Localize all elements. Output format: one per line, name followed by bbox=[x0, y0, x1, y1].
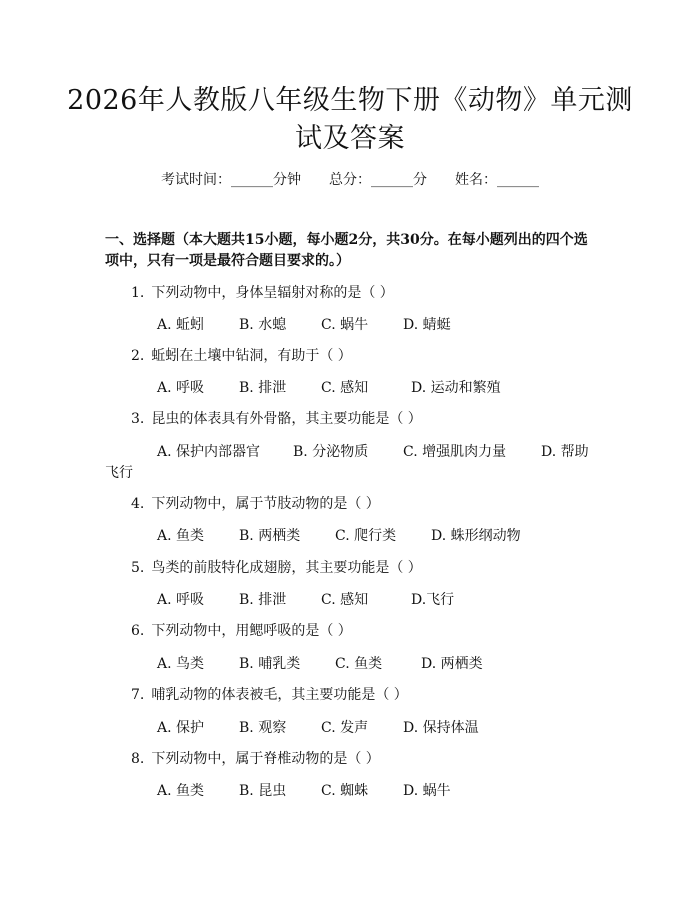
option-c: C. 蜗牛 bbox=[321, 317, 369, 333]
question-number: 3. bbox=[131, 411, 145, 427]
question-6 bbox=[131, 620, 352, 640]
option-b: B. 昆虫 bbox=[239, 783, 287, 799]
option-b: B. 分泌物质 bbox=[293, 444, 369, 460]
option-b: B. 排泄 bbox=[239, 592, 287, 608]
question-text: 下列动物中，身体呈辐射对称的是（ ） bbox=[151, 285, 394, 301]
option-c: C. 感知 bbox=[321, 592, 369, 608]
option-d: D. 蜗牛 bbox=[403, 783, 451, 799]
option-c: C. 增强肌肉力量 bbox=[403, 444, 507, 460]
exam-time-field: 考试时间：______分钟 bbox=[161, 172, 301, 188]
option-a: A. 呼吸 bbox=[157, 592, 205, 608]
option-a: A. 蚯蚓 bbox=[157, 317, 205, 333]
question-text: 昆虫的体表具有外骨骼，其主要功能是（ ） bbox=[151, 411, 422, 427]
option-b: B. 水螅 bbox=[239, 317, 287, 333]
question-text: 鸟类的前肢特化成翅膀，其主要功能是（ ） bbox=[151, 560, 422, 576]
question-number: 8. bbox=[131, 751, 145, 767]
total-score-field: 总分：______分 bbox=[329, 172, 427, 188]
question-text: 下列动物中，属于脊椎动物的是（ ） bbox=[151, 751, 380, 767]
option-a: A. 保护 bbox=[157, 720, 205, 736]
question-text: 哺乳动物的体表被毛，其主要功能是（ ） bbox=[151, 687, 408, 703]
question-number: 1. bbox=[131, 285, 145, 301]
question-2 bbox=[131, 345, 352, 365]
option-d: D. 运动和繁殖 bbox=[411, 380, 501, 396]
option-c: C. 蜘蛛 bbox=[321, 783, 369, 799]
question-7 bbox=[131, 684, 408, 704]
option-a: A. 鱼类 bbox=[157, 783, 205, 799]
option-b: B. 哺乳类 bbox=[239, 656, 301, 672]
question-4 bbox=[131, 493, 380, 513]
exam-title: 2026年人教版八年级生物下册《动物》单元测试及答案 bbox=[67, 85, 633, 154]
option-a: A. 保护内部器官 bbox=[157, 444, 261, 460]
option-d: D. 帮助 bbox=[541, 444, 589, 460]
question-text: 下列动物中，用鳃呼吸的是（ ） bbox=[151, 623, 352, 639]
question-5 bbox=[131, 557, 422, 577]
question-text: 蚯蚓在土壤中钻洞，有助于（ ） bbox=[151, 348, 352, 364]
question-number: 6. bbox=[131, 623, 145, 639]
option-d: D. 蛛形纲动物 bbox=[431, 528, 521, 544]
question-number: 4. bbox=[131, 496, 145, 512]
option-b: B. 排泄 bbox=[239, 380, 287, 396]
option-b: B. 观察 bbox=[239, 720, 287, 736]
option-c: C. 鱼类 bbox=[335, 656, 383, 672]
option-a: A. 鱼类 bbox=[157, 528, 205, 544]
section-heading: 一、选择题（本大题共15小题，每小题2分，共30分。在每小题列出的四个选项中，只有一项是最符合题目要求的。） bbox=[105, 232, 588, 269]
student-name-field: 姓名：______ bbox=[455, 172, 539, 188]
question-3 bbox=[131, 408, 422, 428]
question-text: 下列动物中，属于节肢动物的是（ ） bbox=[151, 496, 380, 512]
option-a: A. 鸟类 bbox=[157, 656, 205, 672]
question-8 bbox=[131, 748, 380, 768]
question-1 bbox=[131, 282, 394, 302]
exam-info-line bbox=[0, 169, 700, 189]
option-c: C. 感知 bbox=[321, 380, 369, 396]
option-d-continuation: 飞行 bbox=[105, 465, 133, 481]
option-a: A. 呼吸 bbox=[157, 380, 205, 396]
option-d: D. 两栖类 bbox=[421, 656, 483, 672]
question-number: 5. bbox=[131, 560, 145, 576]
option-b: B. 两栖类 bbox=[239, 528, 301, 544]
option-d: D. 蜻蜓 bbox=[403, 317, 451, 333]
option-d: D.飞行 bbox=[411, 592, 455, 608]
question-number: 7. bbox=[131, 687, 145, 703]
option-c: C. 发声 bbox=[321, 720, 369, 736]
option-c: C. 爬行类 bbox=[335, 528, 397, 544]
option-d: D. 保持体温 bbox=[403, 720, 479, 736]
question-number: 2. bbox=[131, 348, 145, 364]
